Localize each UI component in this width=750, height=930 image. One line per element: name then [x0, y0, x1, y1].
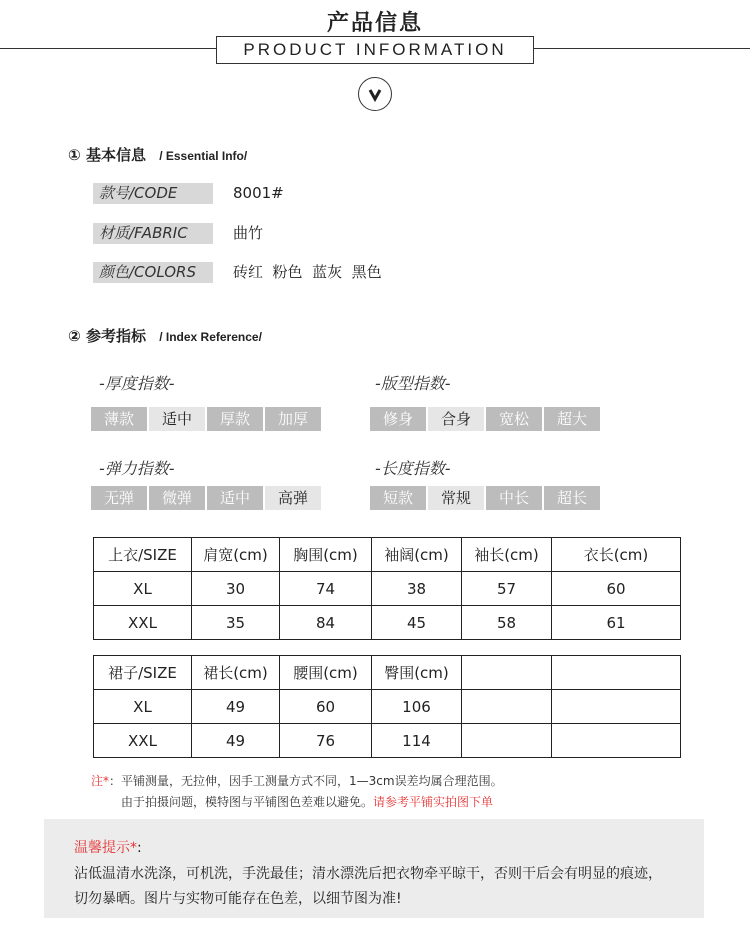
page-title-cn: 产品信息 [326, 11, 423, 36]
note-line1: ：平铺测量，无拉伸，因手工测量方式不同，1—3cm误差均属合理范围。 [109, 774, 503, 788]
divider-right [534, 48, 750, 49]
index-fit-chips [370, 407, 600, 431]
index-thickness-chips [91, 407, 321, 431]
index-option: 厚款 [207, 407, 263, 431]
index-elasticity-title: -弹力指数- [99, 459, 175, 478]
table-cell: 49 [192, 690, 280, 724]
section-title-en: / Essential Info/ [159, 149, 248, 163]
index-option: 超大 [544, 407, 600, 431]
top-size-table [93, 537, 681, 640]
table-header-cell: 袖阔(cm) [372, 538, 462, 572]
index-option: 适中 [207, 486, 263, 510]
table-cell: 114 [372, 724, 462, 758]
table-header-cell: 裙长(cm) [192, 656, 280, 690]
section-number: ② [68, 327, 81, 345]
table-cell: 60 [280, 690, 372, 724]
table-cell [462, 690, 552, 724]
index-option: 薄款 [91, 407, 147, 431]
table-header-cell [552, 656, 681, 690]
table-header-cell: 袖长(cm) [462, 538, 552, 572]
table-header-row [94, 538, 681, 572]
index-option: 适中 [149, 407, 205, 431]
index-option: 无弹 [91, 486, 147, 510]
table-cell: 84 [280, 606, 372, 640]
value-colors: 砖红 粉色 蓝灰 黑色 [233, 263, 382, 281]
index-option: 宽松 [486, 407, 542, 431]
table-cell: XXL [94, 724, 192, 758]
section-title: 基本信息 [85, 146, 146, 164]
tips-title-suffix: : [137, 840, 142, 856]
chevron-down-circle-icon [358, 77, 392, 111]
label-code: 款号/CODE [93, 183, 213, 204]
table-header-cell: 肩宽(cm) [192, 538, 280, 572]
tips-line1: 沾低温清水洗涤，可机洗，手洗最佳；清水漂洗后把衣物牵平晾干，否则干后会有明显的痕迹， [74, 866, 662, 882]
table-cell: 74 [280, 572, 372, 606]
index-option: 加厚 [265, 407, 321, 431]
table-cell [462, 724, 552, 758]
section-basic-heading [68, 144, 247, 165]
color-note [121, 793, 493, 810]
note-line2-red: 请参考平铺实拍图下单 [373, 795, 494, 809]
table-header-cell: 上衣/SIZE [94, 538, 192, 572]
note-prefix: 注* [91, 774, 110, 788]
measurement-note [91, 772, 503, 789]
table-cell: XL [94, 690, 192, 724]
section-index-heading [68, 325, 262, 346]
section-title: 参考指标 [85, 327, 146, 345]
table-row [94, 572, 681, 606]
table-cell: 35 [192, 606, 280, 640]
index-option: 高弹 [265, 486, 321, 510]
index-elasticity-chips [91, 486, 321, 510]
table-cell: XXL [94, 606, 192, 640]
index-option: 修身 [370, 407, 426, 431]
value-fabric: 曲竹 [233, 224, 264, 242]
table-cell: 61 [552, 606, 681, 640]
index-thickness-title: -厚度指数- [99, 374, 175, 393]
table-row [94, 690, 681, 724]
divider-left [0, 48, 216, 49]
index-length-title: -长度指数- [375, 459, 451, 478]
tips-title [74, 837, 142, 857]
index-option: 合身 [428, 407, 484, 431]
table-row [94, 724, 681, 758]
label-colors: 颜色/COLORS [93, 262, 213, 283]
table-row [94, 606, 681, 640]
section-number: ① [68, 146, 81, 164]
index-option: 微弹 [149, 486, 205, 510]
tips-box [44, 819, 704, 918]
table-header-cell [462, 656, 552, 690]
table-cell: 57 [462, 572, 552, 606]
table-header-cell: 裙子/SIZE [94, 656, 192, 690]
table-cell [552, 724, 681, 758]
table-header-cell: 胸围(cm) [280, 538, 372, 572]
skirt-size-table [93, 655, 681, 758]
page-title-en: PRODUCT INFORMATION [216, 36, 534, 64]
section-title-en: / Index Reference/ [159, 330, 262, 344]
table-cell: 38 [372, 572, 462, 606]
table-cell: 30 [192, 572, 280, 606]
table-cell [552, 690, 681, 724]
index-fit-title: -版型指数- [375, 374, 451, 393]
table-cell: 45 [372, 606, 462, 640]
table-cell: XL [94, 572, 192, 606]
table-cell: 76 [280, 724, 372, 758]
index-option: 超长 [544, 486, 600, 510]
table-header-cell: 臀围(cm) [372, 656, 462, 690]
index-length-chips [370, 486, 600, 510]
table-cell: 49 [192, 724, 280, 758]
index-option: 中长 [486, 486, 542, 510]
table-header-cell: 衣长(cm) [552, 538, 681, 572]
value-code: 8001# [233, 184, 284, 202]
index-option: 常规 [428, 486, 484, 510]
index-option: 短款 [370, 486, 426, 510]
table-cell: 58 [462, 606, 552, 640]
table-cell: 60 [552, 572, 681, 606]
tips-title-text: 温馨提示* [74, 840, 137, 856]
label-fabric: 材质/FABRIC [93, 223, 213, 244]
table-header-cell: 腰围(cm) [280, 656, 372, 690]
tips-line2: 切勿暴晒。图片与实物可能存在色差，以细节图为准! [74, 891, 402, 907]
note-line2: 由于拍摄问题，模特图与平铺图色差难以避免。 [121, 795, 374, 809]
table-header-row [94, 656, 681, 690]
table-cell: 106 [372, 690, 462, 724]
